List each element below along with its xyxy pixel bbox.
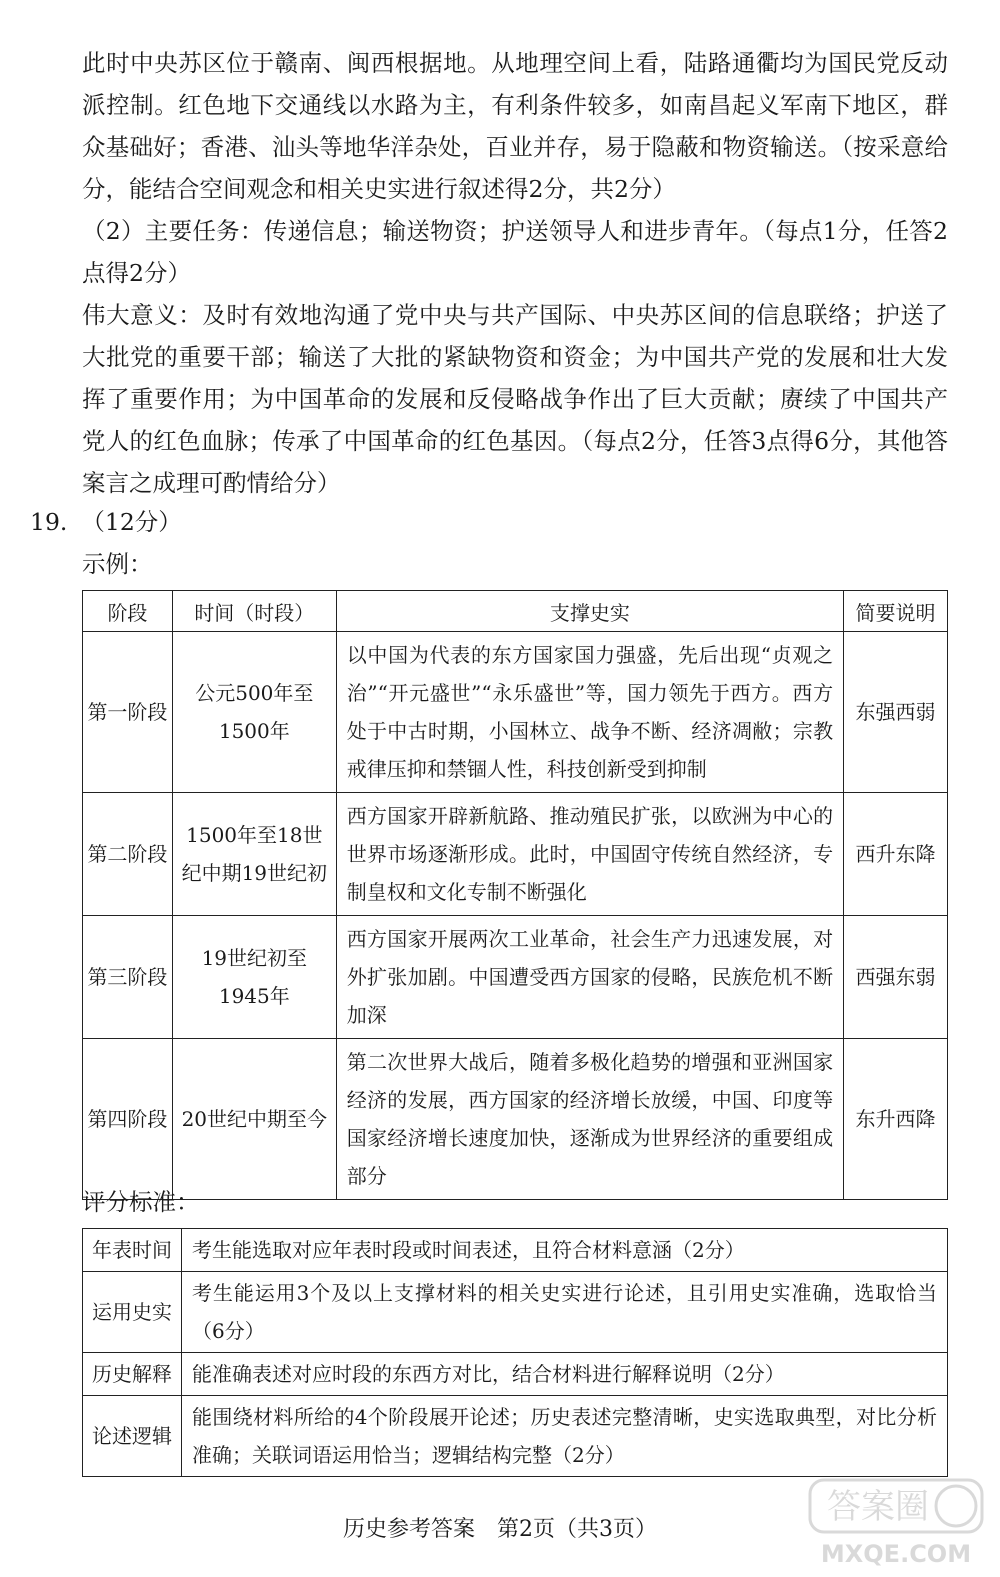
summary-cell: 东强西弱 [844,632,948,793]
criteria-desc: 考生能运用3个及以上支撑材料的相关史实进行论述，且引用史实准确，选取恰当（6分） [182,1272,948,1353]
stage-cell: 第一阶段 [83,632,173,793]
criteria-row [83,1229,948,1272]
criteria-name: 运用史实 [83,1272,182,1353]
table-row [83,1039,948,1200]
stage-cell: 第四阶段 [83,1039,173,1200]
facts-cell: 西方国家开展两次工业革命，社会生产力迅速发展，对外扩张加剧。中国遭受西方国家的侵略，民族危机不断加深 [336,916,843,1039]
header-stage: 阶段 [83,591,173,632]
stage-cell: 第二阶段 [83,793,173,916]
table-row [83,632,948,793]
facts-cell: 以中国为代表的东方国家国力强盛，先后出现“贞观之治”“开元盛世”“永乐盛世”等，国力领先于西方。西方处于中古时期，小国林立、战争不断、经济凋敝；宗教戒律压抑和禁锢人性，科技创新受到抑制 [336,632,843,793]
criteria-name: 年表时间 [83,1229,182,1272]
answer-paragraph-significance: 伟大意义：及时有效地沟通了党中央与共产国际、中央苏区间的信息联络；护送了大批党的重要干部；输送了大批的紧缺物资和资金；为中国共产党的发展和壮大发挥了重要作用；为中国革命的发展和反侵略战争作出了巨大贡献；赓续了中国共产党人的红色血脉；传承了中国革命的红色基因。（每点2分，任答3点得6分，其他答案言之成理可酌情给分） [82,301,948,497]
example-table [82,590,948,1200]
criteria-row [83,1353,948,1396]
example-label: 示例： [82,550,153,578]
criteria-desc: 能围绕材料所给的4个阶段展开论述；历史表述完整清晰，史实选取典型，对比分析准确；关联词语运用恰当；逻辑结构完整（2分） [182,1396,948,1477]
question-number [30,502,182,542]
question-number-label: 19. [30,508,68,536]
header-summary: 简要说明 [844,591,948,632]
facts-cell: 第二次世界大战后，随着多极化趋势的增强和亚洲国家经济的发展，西方国家的经济增长放缓，中国、印度等国家经济增长速度加快，逐渐成为世界经济的重要组成部分 [336,1039,843,1200]
time-cell: 20世纪中期至今 [172,1039,336,1200]
criteria-name: 论述逻辑 [83,1396,182,1477]
watermark-top-text: 答案圈 [827,1487,929,1527]
summary-cell: 西升东降 [844,793,948,916]
answer-paragraph-tasks: （2）主要任务：传递信息；输送物资；护送领导人和进步青年。（每点1分，任答2点得2分） [82,217,948,287]
criteria-label: 评分标准： [82,1188,200,1216]
example-table-header-row [83,591,948,632]
time-cell: 公元500年至1500年 [172,632,336,793]
time-cell: 1500年至18世纪中期19世纪初 [172,793,336,916]
header-time: 时间（时段） [172,591,336,632]
table-row [83,793,948,916]
header-facts: 支撑史实 [336,591,843,632]
criteria-name: 历史解释 [83,1353,182,1396]
watermark-bottom-text: MXQE.COM [820,1540,972,1568]
criteria-table [82,1228,948,1477]
criteria-row [83,1272,948,1353]
stage-cell: 第三阶段 [83,916,173,1039]
table-row [83,916,948,1039]
summary-cell: 东升西降 [844,1039,948,1200]
summary-cell: 西强东弱 [844,916,948,1039]
page-footer: 历史参考答案 第2页（共3页） [343,1517,657,1542]
answer-paragraph-geography: 此时中央苏区位于赣南、闽西根据地。从地理空间上看，陆路通衢均为国民党反动派控制。红色地下交通线以水路为主，有利条件较多，如南昌起义军南下地区，群众基础好；香港、汕头等地华洋杂处，百业并存，易于隐蔽和物资输送。（按采意给分，能结合空间观念和相关史实进行叙述得2分，共2分） [82,49,948,203]
time-cell: 19世纪初至1945年 [172,916,336,1039]
facts-cell: 西方国家开辟新航路、推动殖民扩张，以欧洲为中心的世界市场逐渐形成。此时，中国固守传统自然经济，专制皇权和文化专制不断强化 [336,793,843,916]
question-score: （12分） [81,508,182,536]
criteria-desc: 考生能选取对应年表时段或时间表述，且符合材料意涵（2分） [182,1229,948,1272]
criteria-desc: 能准确表述对应时段的东西方对比，结合材料进行解释说明（2分） [182,1353,948,1396]
criteria-row [83,1396,948,1477]
